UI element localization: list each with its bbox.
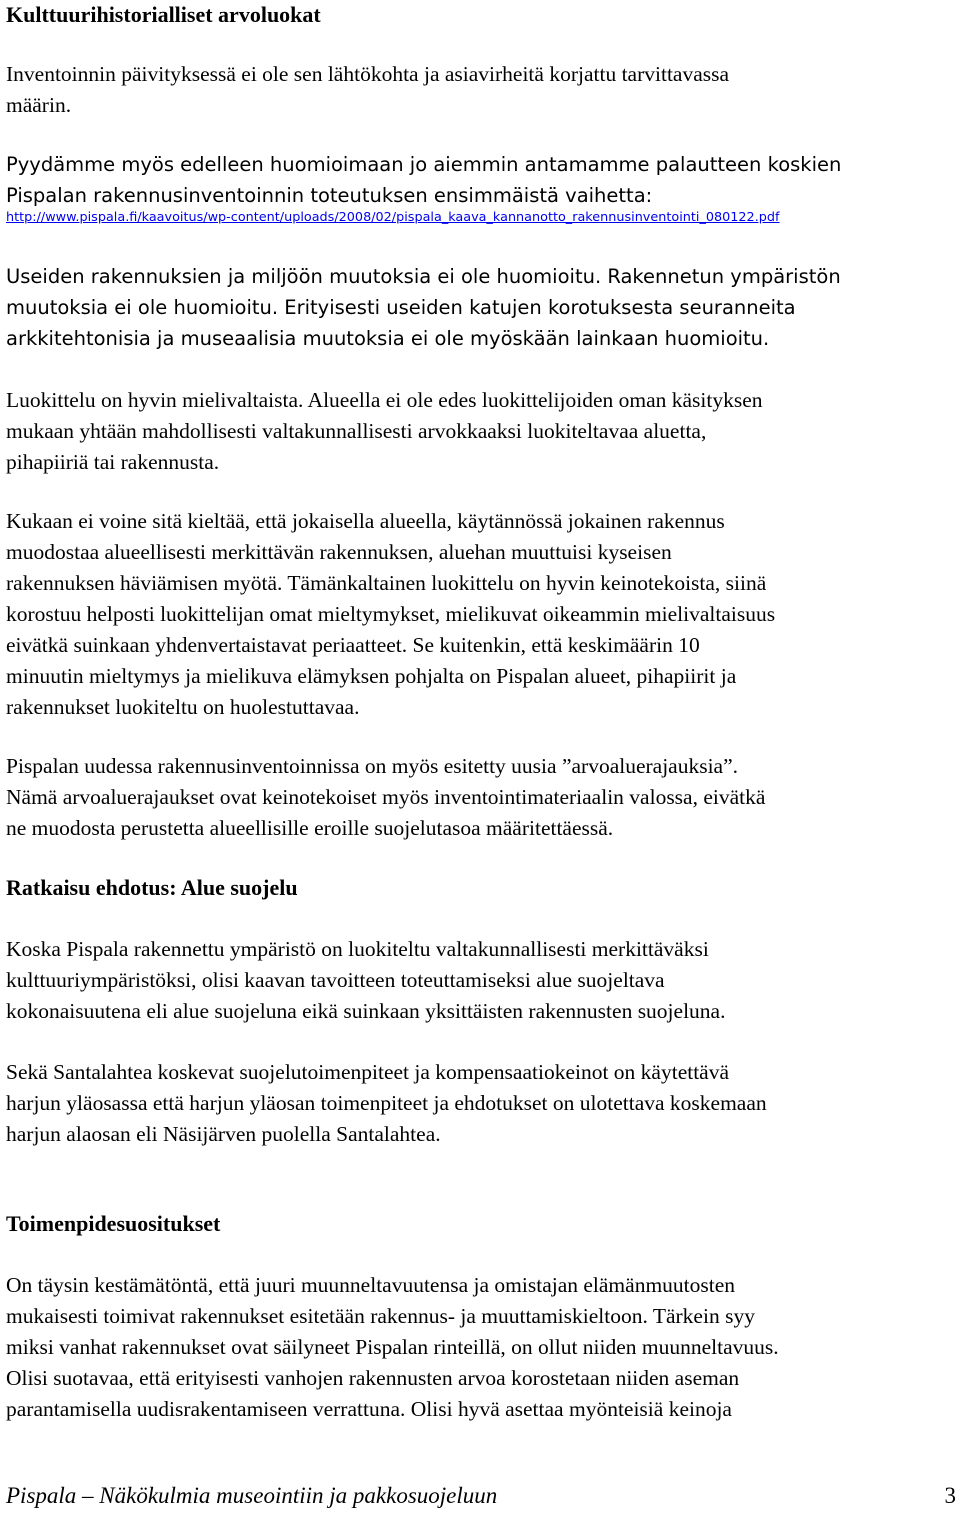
page-footer <box>6 1479 956 1513</box>
text-line: kulttuuriympäristöksi, olisi kaavan tavoitteen toteuttamiseksi alue suojeltava <box>6 968 665 992</box>
paragraph <box>6 59 956 121</box>
text-line: Sekä Santalahtea koskevat suojelutoimenpiteet ja kompensaatiokeinot on käytettävä <box>6 1060 730 1084</box>
paragraph <box>6 261 956 354</box>
text-line: Kukaan ei voine sitä kieltää, että jokaisella alueella, käytännössä jokainen rakennus <box>6 509 725 533</box>
paragraph <box>6 1057 956 1150</box>
text-line: pihapiiriä tai rakennusta. <box>6 450 220 474</box>
text-line: rakennuksen häviämisen myötä. Tämänkaltainen luokittelu on hyvin keinotekoista, siinä <box>6 571 767 595</box>
text-line: Useiden rakennuksien ja miljöön muutoksia ei ole huomioitu. Rakennetun ympäristön <box>6 265 841 288</box>
section-heading: Toimenpidesuositukset <box>6 1211 221 1236</box>
text-line: ne muodosta perustetta alueellisille eroille suojelutasoa määritettäessä. <box>6 816 614 840</box>
paragraph <box>6 506 956 723</box>
text-line: Luokittelu on hyvin mielivaltaista. Alueella ei ole edes luokittelijoiden oman käsityksen <box>6 388 763 412</box>
text-line: Olisi suotavaa, että erityisesti vanhojen rakennusten arvoa korostetaan niiden aseman <box>6 1366 740 1390</box>
text-line: parantamisella uudisrakentamiseen verrattuna. Olisi hyvä asettaa myönteisiä keinoja <box>6 1397 732 1421</box>
paragraph <box>6 751 956 844</box>
paragraph <box>6 149 956 211</box>
text-line: Inventoinnin päivityksessä ei ole sen lähtökohta ja asiavirheitä korjattu tarvittavassa <box>6 62 730 86</box>
section-heading: Kulttuurihistorialliset arvoluokat <box>6 2 321 27</box>
text-line: korostuu helposti luokittelijan omat mieltymykset, mielikuvat oikeammin mielivaltaisuus <box>6 602 776 626</box>
text-line: Pispalan rakennusinventoinnin toteutuksen ensimmäistä vaihetta: <box>6 184 653 207</box>
text-line: Pyydämme myös edelleen huomioimaan jo aiemmin antamamme palautteen koskien <box>6 153 842 176</box>
reference-link[interactable]: http://www.pispala.fi/kaavoitus/wp-content/uploads/2008/02/pispala_kaava_kannanotto_rakennusinventointi_080122.pdf <box>6 210 780 225</box>
text-line: harjun alaosan eli Näsijärven puolella Santalahtea. <box>6 1122 441 1146</box>
footer-title: Pispala – Näkökulmia museointiin ja pakkosuojeluun <box>6 1483 498 1508</box>
text-line: rakennukset luokiteltu on huolestuttavaa. <box>6 695 360 719</box>
text-line: Nämä arvoaluerajaukset ovat keinotekoiset myös inventointimateriaalin valossa, eivätkä <box>6 785 766 809</box>
page-number: 3 <box>944 1483 956 1508</box>
text-line: harjun yläosassa että harjun yläosan toimenpiteet ja ehdotukset on ulotettava koskemaan <box>6 1091 767 1115</box>
text-line: mukaisesti toimivat rakennukset esitetään rakennus- ja muuttamiskieltoon. Tärkein syy <box>6 1304 755 1328</box>
paragraph <box>6 1270 956 1425</box>
section-heading: Ratkaisu ehdotus: Alue suojelu <box>6 875 298 900</box>
text-line: kokonaisuutena eli alue suojeluna eikä suinkaan yksittäisten rakennusten suojeluna. <box>6 999 726 1023</box>
text-line: mukaan yhtään mahdollisesti valtakunnallisesti arvokkaaksi luokiteltavaa aluetta, <box>6 419 707 443</box>
text-line: muodostaa alueellisesti merkittävän rakennuksen, aluehan muuttuisi kyseisen <box>6 540 672 564</box>
text-line: muutoksia ei ole huomioitu. Erityisesti useiden katujen korotuksesta seuranneita <box>6 296 796 319</box>
paragraph <box>6 385 956 478</box>
text-line: miksi vanhat rakennukset ovat säilyneet Pispalan rinteillä, on ollut niiden muunneltavuus. <box>6 1335 779 1359</box>
text-line: On täysin kestämätöntä, että juuri muunneltavuutensa ja omistajan elämänmuutosten <box>6 1273 736 1297</box>
paragraph <box>6 934 956 1027</box>
text-line: arkkitehtonisia ja museaalisia muutoksia ei ole myöskään lainkaan huomioitu. <box>6 327 770 350</box>
text-line: Pispalan uudessa rakennusinventoinnissa on myös esitetty uusia ”arvoaluerajauksia”. <box>6 754 739 778</box>
text-line: minuutin mieltymys ja mielikuva elämyksen pohjalta on Pispalan alueet, pihapiirit ja <box>6 664 737 688</box>
text-line: eivätkä suinkaan yhdenvertaistavat periaatteet. Se kuitenkin, että keskimäärin 10 <box>6 633 700 657</box>
text-line: määrin. <box>6 93 72 117</box>
text-line: Koska Pispala rakennettu ympäristö on luokiteltu valtakunnallisesti merkittäväksi <box>6 937 709 961</box>
